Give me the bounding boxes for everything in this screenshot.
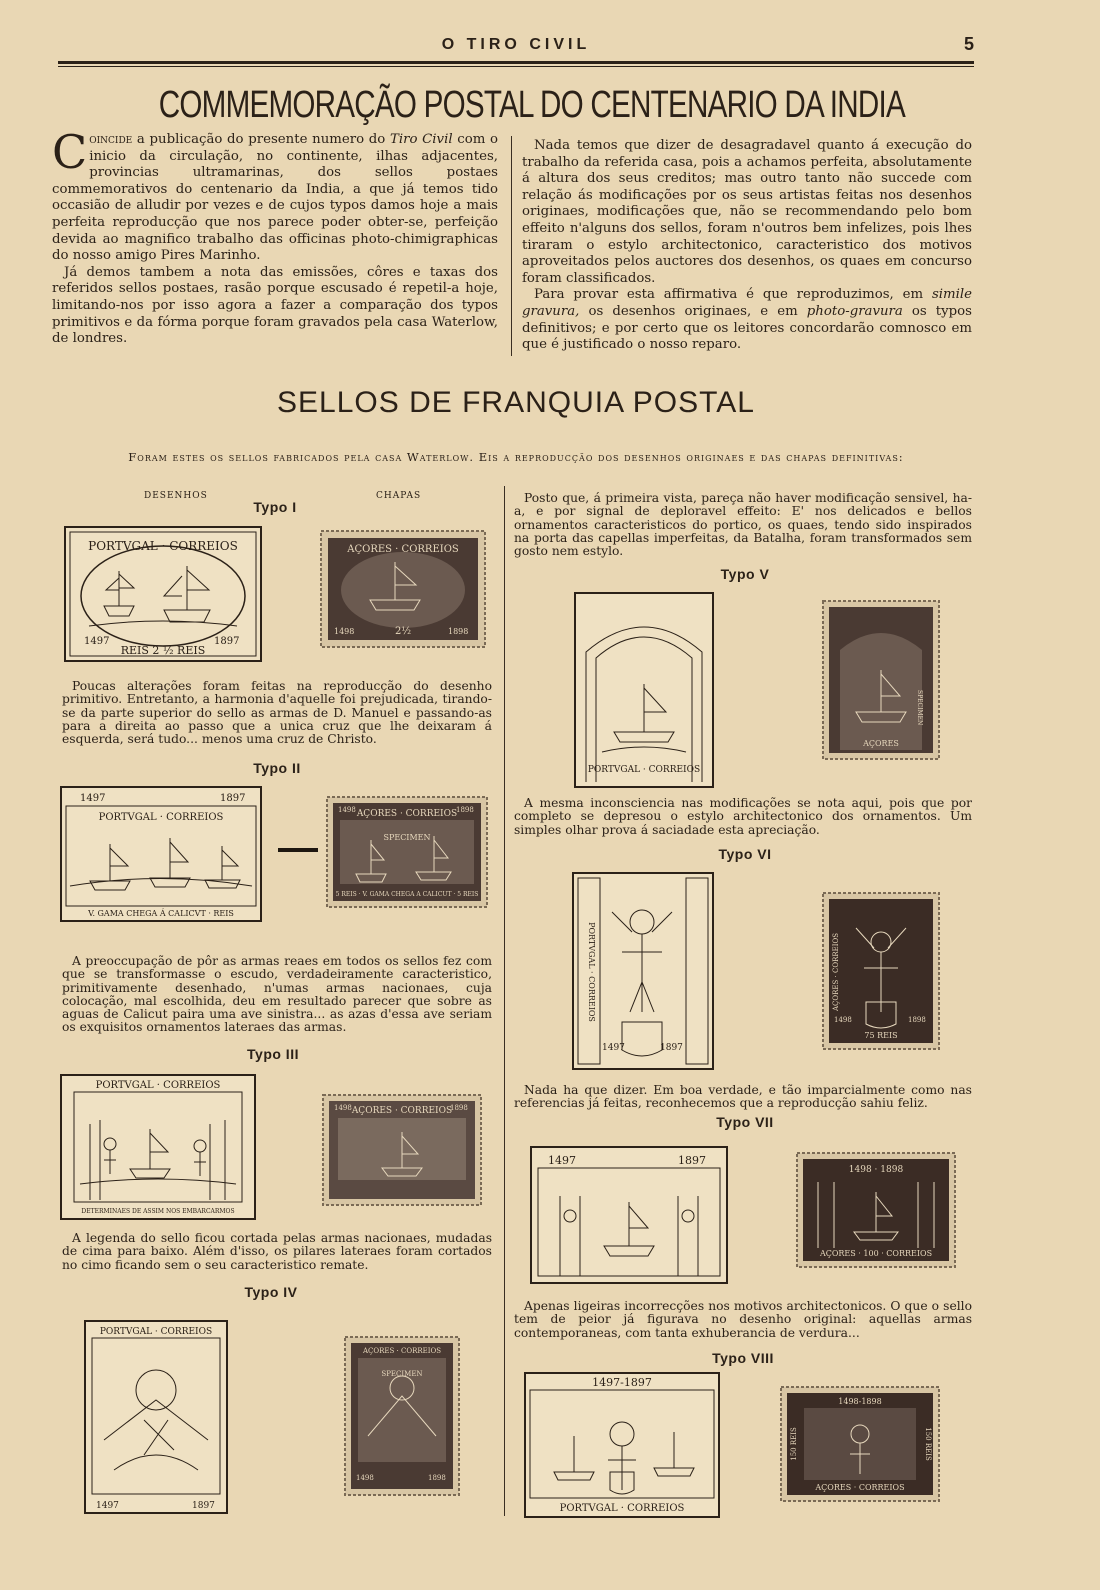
stamp-text-top: PORTVGAL · CORREIOS	[98, 812, 224, 823]
stamp-plate-svg	[344, 1336, 460, 1496]
stamp-text-year-left: 1498	[338, 806, 356, 814]
typo-1-heading: Typo I	[253, 499, 297, 515]
stamp-plate-svg	[822, 600, 940, 760]
drop-cap: C	[52, 125, 88, 179]
article-paragraph: Coincide a publicação do presente numero do Tiro Civil com o inicio da circulação, no continente, ilhas adjacentes, provincias ultramarinas, dos sellos postaes commemorativos do centenario da India, a que já temos tido occasião de alludir por vezes e de cujos typos damos hoje a mais perfeita reproducção que nos parece poder obter-se, perfeição devida ao magnifico trabalho das officinas photo-chimigraphicas do nosso amigo Pires Marinho.	[52, 125, 498, 264]
stamp-text-year-right: 1898	[428, 1474, 446, 1482]
stamp-plate-svg	[320, 530, 486, 648]
running-header	[58, 34, 974, 54]
typo-5-heading: Typo V	[720, 566, 770, 582]
stamp-text-side-left: 150 REIS	[790, 1427, 798, 1461]
stamp-text-top: AÇORES	[863, 739, 899, 748]
stamp-drawing-svg	[574, 592, 714, 788]
stamp-text-top: PORTVGAL · CORREIOS	[587, 765, 701, 775]
typo-1-drawing	[64, 526, 262, 662]
stamp-plate-svg	[822, 892, 940, 1050]
stamp-text-year-right: 1897	[214, 636, 240, 647]
stamp-drawing-svg	[64, 526, 262, 662]
stamp-text-value: AÇORES · 100 · CORREIOS	[819, 1249, 933, 1258]
stamp-text-value: 75 REIS	[864, 1031, 898, 1040]
typo-7-plate	[796, 1152, 956, 1268]
stamp-text-top: 1497-1897	[592, 1376, 652, 1389]
stamp-text-year-left: 1497	[80, 793, 106, 804]
label-plates: CHAPAS	[376, 491, 422, 501]
stamp-text-year-right: 1897	[678, 1154, 706, 1167]
section-title: SELLOS DE FRANQUIA POSTAL	[277, 386, 755, 419]
column-divider	[511, 136, 512, 356]
typo-4-heading: Typo IV	[244, 1284, 298, 1300]
stamp-text-year-left: 1497	[84, 636, 110, 647]
article-right-column	[522, 138, 972, 354]
stamp-text-value: DETERMINAES DE ASSIM NOS EMBARCARMOS	[81, 1208, 235, 1215]
stamp-text-side-right: 150 REIS	[924, 1427, 932, 1461]
stamp-text-year-right: 1897	[192, 1501, 215, 1511]
stamp-plate-svg	[796, 1152, 956, 1268]
main-title: COMMEMORAÇÃO POSTAL DO CENTENARIO DA INDIA	[158, 84, 905, 126]
typo-2-drawing	[60, 786, 262, 922]
dash-separator	[278, 848, 318, 852]
typo-3-caption: A legenda do sello ficou cortada pelas armas nacionaes, mudadas de cima para baixo. Além d'isso, os pilares lateraes foram cortados no cimo ficando sem o seu caracteristico remate.	[62, 1231, 492, 1272]
stamp-text-value: 5 REIS · V. GAMA CHEGA A CALICUT · 5 REIS	[335, 891, 479, 898]
section-subhead: Foram estes os sellos fabricados pela casa Waterlow. Eis a reproducção dos desenhos originaes e das chapas definitivas:	[128, 450, 904, 464]
stamp-text-value: AÇORES · CORREIOS	[815, 1483, 905, 1492]
stamp-text-year-left: 1497	[548, 1154, 576, 1167]
stamp-text-top: PORTVGAL · CORREIOS	[95, 1080, 221, 1091]
stamp-text-overprint: SPECIMEN	[916, 690, 923, 726]
typo-4-plate	[344, 1336, 460, 1496]
stamp-drawing-svg	[84, 1320, 228, 1514]
stamp-text-overprint: SPECIMEN	[381, 1370, 423, 1378]
stamp-text-year-right: 1898	[908, 1016, 926, 1024]
typo-1-plate	[320, 530, 486, 648]
stamp-text-value: REIS 2 ½ REIS	[120, 644, 206, 657]
typo-8-plate	[780, 1386, 940, 1502]
article-paragraph: Para provar esta affirmativa é que reproduzimos, em simile gravura, os desenhos originaes, e em photo-gravura os typos definitivos; e por certo que os leitores concordarão comnosco em que é justificado o nosso reparo.	[522, 287, 972, 353]
stamp-text-top: 1498-1898	[838, 1397, 882, 1406]
stamp-text-year-right: 1897	[220, 793, 246, 804]
stamp-text-top: AÇORES · CORREIOS	[347, 544, 459, 555]
stamp-text-value: 2½	[394, 626, 412, 637]
typo-6-heading: Typo VI	[718, 846, 772, 862]
stamp-text-top: 1498 · 1898	[848, 1165, 904, 1175]
section-divider	[504, 486, 505, 1516]
typo-7-drawing	[530, 1146, 728, 1284]
typo-4-drawing	[84, 1320, 228, 1514]
stamp-drawing-svg	[60, 1074, 256, 1220]
typo-8-drawing	[524, 1372, 720, 1518]
stamp-text-year-left: 1498	[356, 1474, 374, 1482]
stamp-text-top: PORTVGAL · CORREIOS	[587, 922, 596, 1022]
stamp-text-year-left: 1498	[334, 1104, 352, 1112]
page-number: 5	[963, 34, 974, 54]
stamp-text-value: PORTVGAL · CORREIOS	[559, 1503, 685, 1514]
stamp-text-top: AÇORES · CORREIOS	[362, 1347, 442, 1355]
stamp-text-year-left: 1497	[602, 1043, 625, 1053]
stamp-text-top: AÇORES · CORREIOS	[832, 932, 840, 1012]
newspaper-title: O TIRO CIVIL	[441, 36, 591, 53]
stamp-drawing-svg	[524, 1372, 720, 1518]
stamp-plate-svg	[326, 796, 488, 908]
stamp-text-year-right: 1898	[450, 1104, 468, 1112]
stamp-text-top: PORTVGAL · CORREIOS	[88, 539, 238, 553]
typo-3-drawing	[60, 1074, 256, 1220]
typo-1-caption: Poucas alterações foram feitas na reproducção do desenho primitivo. Entretanto, a harmonia d'aquelle foi prejudicada, tirando-se da parte superior do sello as armas de D. Manuel e passando-as para a direita ao passo que a unica cruz que lhe deixaram á esquerda, será tudo... menos uma cruz de Christo.	[62, 679, 492, 747]
article-paragraph: Nada temos que dizer de desagradavel quanto á execução do trabalho da referida casa, pois a achamos perfeita, absolutamente á altura dos seus creditos; mas outro tanto não succede com relação ás modificações por os seus artistas feitas nos desenhos originaes, modificações que, não se recommendando pelo bom effeito n'alguns dos sellos, foram n'outros bem infelizes, pois lhes tiraram o estylo architectonico, caracteristico dos motivos aproveitados pelos auctores dos desenhos, os quaes em concurso foram classificados.	[522, 138, 972, 286]
stamp-plate-svg	[780, 1386, 940, 1502]
typo-6-caption: Nada ha que dizer. Em boa verdade, e tão imparcialmente como nas referencias já feitas, reconhecemos que a reproducção sahiu feliz.	[514, 1083, 972, 1111]
typo-8-heading: Typo VIII	[712, 1350, 774, 1366]
typo-7-caption: Apenas ligeiras incorrecções nos motivos architectonicos. O que o sello tem de peior já figurava no desenho original: aquellas armas contemporaneas, com tanta exhuberancia de verdura...	[514, 1299, 972, 1340]
typo-6-plate	[822, 892, 940, 1050]
stamp-text-year-right: 1898	[448, 627, 469, 636]
typo-2-heading: Typo II	[253, 760, 301, 776]
typo-2-caption: A preoccupação de pôr as armas reaes em todos os sellos fez com que se transformasse o escudo, verdadeiramente caracteristico, primitivamente desenhado, n'umas armas nacionaes, cuja colocação, mal escolhida, deu em resultado parecer que sobre as aguas de Calicut paira uma ave sinistra... as azas d'essa ave seriam os exquisitos ornamentos lateraes das armas.	[62, 954, 492, 1035]
stamp-drawing-svg	[572, 872, 714, 1070]
label-drawings: DESENHOS	[144, 491, 208, 501]
typo-3-plate	[322, 1094, 482, 1206]
stamp-text-top: AÇORES · CORREIOS	[351, 1106, 453, 1116]
stamp-text-year-left: 1497	[96, 1501, 119, 1511]
stamp-text-year-left: 1498	[834, 1016, 852, 1024]
article-left-column	[52, 125, 498, 348]
typo-5-caption: A mesma inconsciencia nas modificações se nota aqui, pois que por completo se depresou o estylo architectonico dos ornamentos. Um simples olhar prova á saciadade esta apreciação.	[514, 796, 972, 837]
typo-2-plate	[326, 796, 488, 908]
header-rule-thin	[58, 66, 974, 67]
typo-5-intro: Posto que, á primeira vista, pareça não haver modificação sensivel, ha-a, e por signal de deploravel effeito: E' nos delicados e bellos ornamentos caracteristicos do portico, os quaes, tendo sido inspirados na porta das capellas imperfeitas, da Batalha, foram transformados sem gosto nem estylo.	[514, 491, 972, 559]
header-rule-thick	[58, 61, 974, 64]
typo-7-heading: Typo VII	[716, 1114, 774, 1130]
typo-5-plate	[822, 600, 940, 760]
stamp-text-year-right: 1897	[660, 1043, 683, 1053]
stamp-drawing-svg	[530, 1146, 728, 1284]
article-paragraph: Já demos tambem a nota das emissões, côres e taxas dos referidos sellos postaes, rasão porque escusado é repetil-a hoje, limitando-nos por isso agora a fazer a comparação dos typos primitivos e da fórma porque foram gravados pela casa Waterlow, de londres.	[52, 264, 498, 347]
stamp-text-value: V. GAMA CHEGA Á CALICVT · REIS	[88, 909, 234, 918]
typo-3-heading: Typo III	[247, 1046, 299, 1062]
typo-5-drawing	[574, 592, 714, 788]
stamp-plate-svg	[322, 1094, 482, 1206]
stamp-text-year-right: 1898	[456, 806, 474, 814]
stamp-text-top: AÇORES · CORREIOS	[356, 809, 458, 819]
typo-6-drawing	[572, 872, 714, 1070]
stamp-text-overprint: SPECIMEN	[383, 833, 431, 842]
stamp-text-top: PORTVGAL · CORREIOS	[99, 1327, 213, 1337]
stamp-text-year-left: 1498	[334, 627, 355, 636]
stamp-drawing-svg	[60, 786, 262, 922]
